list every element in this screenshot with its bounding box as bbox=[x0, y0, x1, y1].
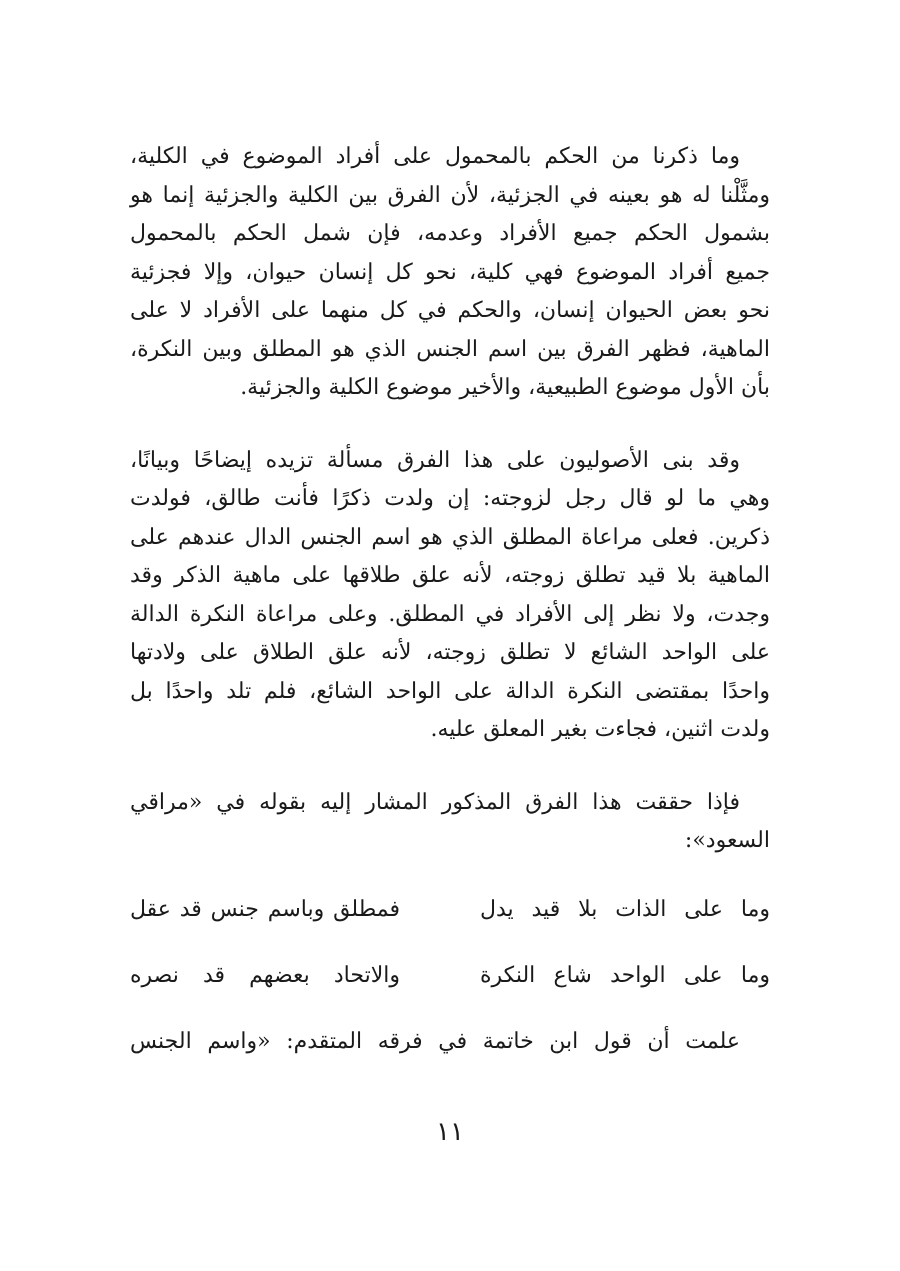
text-line: علمت أن قول ابن خاتمة في فرقه المتقدم: «واسم الجنس bbox=[130, 1028, 740, 1054]
paragraph bbox=[130, 442, 770, 750]
text-line: على الواحد الشائع لا تطلق زوجته، لأنه علق الطلاق على ولادتها bbox=[130, 640, 770, 665]
text-line: الماهية، فظهر الفرق بين اسم الجنس الذي هو المطلق وبين النكرة، bbox=[130, 336, 770, 362]
verse-first-hemistich: وما على الذات بلا قيد يدل bbox=[480, 896, 770, 922]
text-line: ومثَّلْنا له هو بعينه في الجزئية، لأن الفرق بين الكلية والجزئية إنما هو bbox=[130, 182, 770, 208]
text-line: ذكرين. فعلى مراعاة المطلق الذي هو اسم الجنس الدال عندهم على bbox=[130, 524, 770, 550]
poem-verse bbox=[130, 891, 770, 929]
text-line: بشمول الحكم جميع الأفراد وعدمه، فإن شمل الحكم بالمحمول bbox=[130, 221, 770, 246]
text-line: واحدًا بمقتضى النكرة الدالة على الواحد الشائع، فلم تلد واحدًا بل bbox=[130, 678, 770, 704]
text-line: وهي ما لو قال رجل لزوجته: إن ولدت ذكرًا فأنت طالق، فولدت bbox=[130, 486, 770, 511]
text-line: جميع أفراد الموضوع فهي كلية، نحو كل إنسان حيوان، وإلا فجزئية bbox=[130, 259, 770, 285]
text-line: ولدت اثنين، فجاءت بغير المعلق عليه. bbox=[430, 717, 770, 742]
paragraph bbox=[130, 1023, 770, 1061]
page-body bbox=[130, 138, 770, 1061]
verse-second-hemistich: والاتحاد بعضهم قد نصره bbox=[130, 962, 400, 988]
text-line: الماهية بلا قيد تطلق زوجته، لأنه علق طلاقها على ماهية الذكر وقد bbox=[130, 563, 770, 588]
text-line: فإذا حققت هذا الفرق المذكور المشار إليه بقوله في «مراقي bbox=[130, 789, 740, 815]
text-line: السعود»: bbox=[684, 828, 770, 853]
text-line: بأن الأول موضوع الطبيعية، والأخير موضوع الكلية والجزئية. bbox=[240, 375, 770, 400]
text-line: وجدت، ولا نظر إلى الأفراد في المطلق. وعلى مراعاة النكرة الدالة bbox=[130, 601, 770, 627]
paragraph bbox=[130, 784, 770, 861]
text-line: نحو بعض الحيوان إنسان، والحكم في كل منهما على الأفراد لا على bbox=[130, 298, 770, 323]
verse-first-hemistich: وما على الواحد شاع النكرة bbox=[480, 962, 770, 988]
poem-verse bbox=[130, 957, 770, 995]
text-line: وما ذكرنا من الحكم بالمحمول على أفراد الموضوع في الكلية، bbox=[130, 144, 740, 169]
verse-second-hemistich: فمطلق وباسم جنس قد عقل bbox=[130, 896, 400, 922]
paragraph bbox=[130, 138, 770, 408]
text-line: وقد بنى الأصوليون على هذا الفرق مسألة تزيده إيضاحًا وبيانًا، bbox=[130, 447, 740, 473]
page-number: ١١ bbox=[436, 1117, 464, 1147]
